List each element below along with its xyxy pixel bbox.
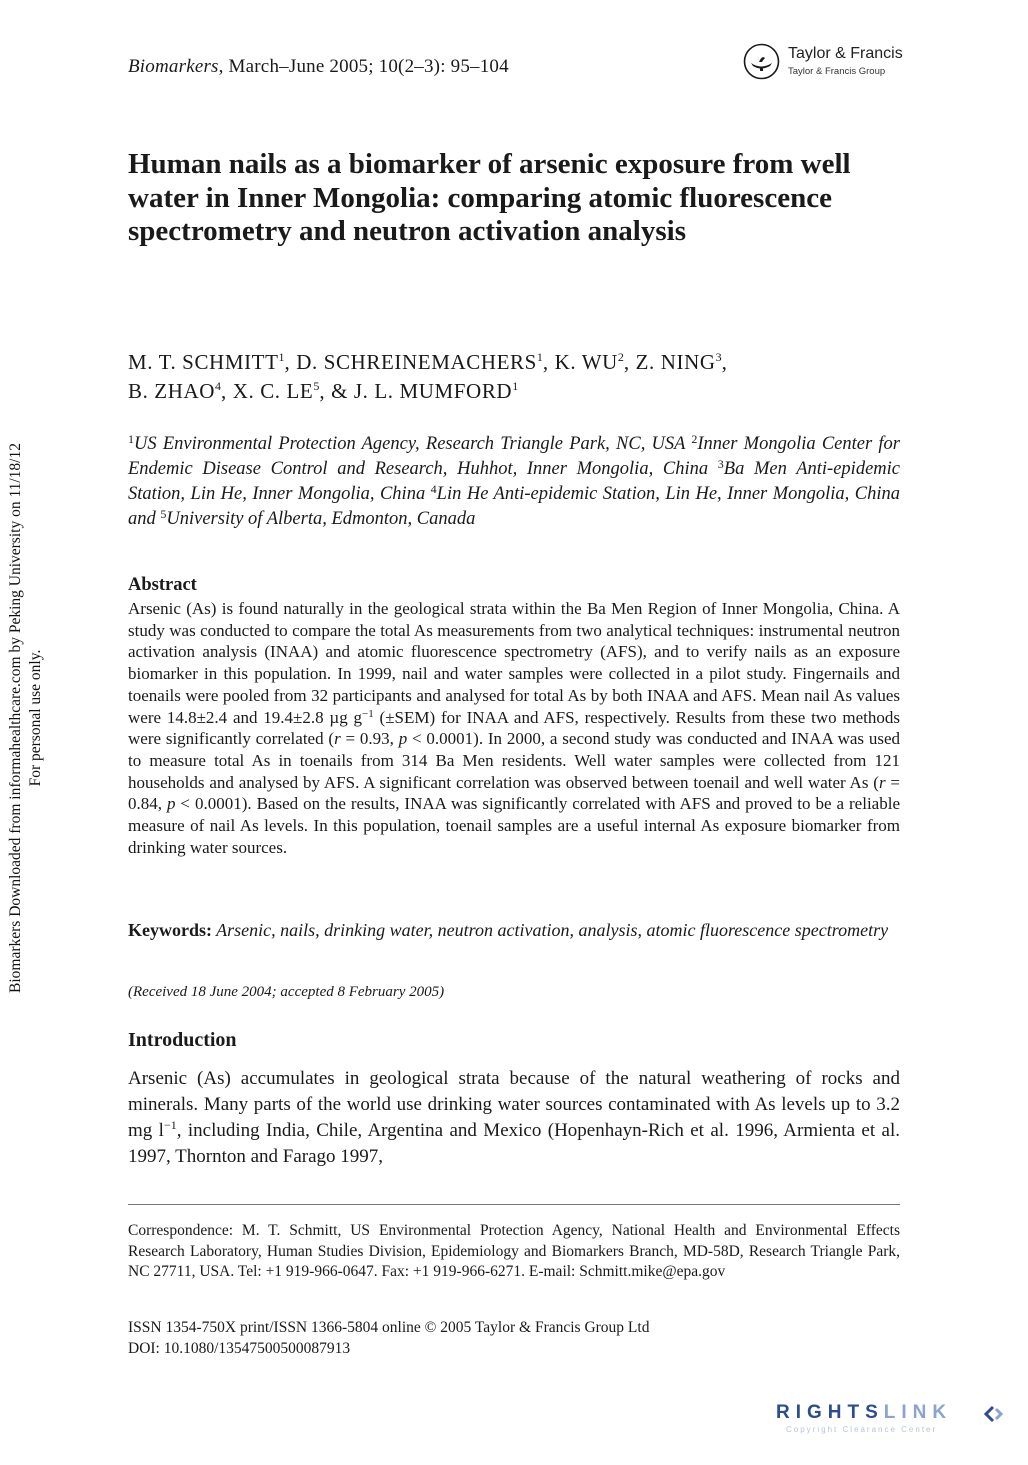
affiliation-mark: 3 xyxy=(717,457,724,471)
author: Z. NING xyxy=(635,350,716,374)
author: B. ZHAO xyxy=(128,379,216,403)
affiliation: Lin He Anti-epidemic Station, Lin He, Inner Mongolia, China and xyxy=(128,484,900,529)
author: M. T. SCHMITT xyxy=(128,350,279,374)
footnote-divider xyxy=(128,1204,900,1205)
author-list: M. T. SCHMITT$^1$, D. SCHREINEMACHERS$^1$, K. $WU^2$, Z. NING$^3$, B. ZHAO$^4$, X. C. $LE^5$, & J. L. MUMFORD$^1$ xyxy=(128,350,728,403)
download-notice xyxy=(6,408,46,1028)
affiliation: US Environmental Protection Agency, Research Triangle Park, NC, USA xyxy=(134,434,692,454)
download-notice-line: For personal use only. xyxy=(27,649,44,787)
author-affiliation-mark: 2 xyxy=(617,350,624,364)
affiliations xyxy=(128,432,900,532)
issn-line: ISSN 1354-750X print/ISSN 1366-5804 online © 2005 Taylor & Francis Group Ltd xyxy=(128,1319,650,1336)
publisher-lamp-icon xyxy=(743,43,780,80)
publisher-logo xyxy=(743,43,913,83)
author: & J. L. MUMFORD xyxy=(331,379,513,403)
received-dates: (Received 18 June 2004; accepted 8 February 2005) xyxy=(128,984,445,1000)
author: D. SCHREINEMACHERS xyxy=(296,350,537,374)
article-title: Human nails as a biomarker of arsenic exposure from well water in Inner Mongolia: comparing atomic fluorescence spectrometry and neutron activation analysis xyxy=(128,148,851,247)
introduction-text: Arsenic (As) accumulates in geological strata because of the natural weathering of rocks and minerals. Many parts of the world use drinking water sources contaminated with As levels up to 3.2 mg $l^{-1}$, including India, Chile, Argentina and Mexico (Hopenhayn-Rich et al. 1996, Armienta et al. 1997, Thornton and Farago 1997, xyxy=(128,1068,900,1167)
publisher-name: Taylor & Francis xyxy=(788,45,903,62)
abstract-text: Arsenic (As) is found naturally in the geological strata within the Ba Men Region of Inner Mongolia, China. A study was conducted to compare the total As measurements from two analytical techniques: instrumental neutron activation analysis (INAA) and atomic fluorescence spectrometry (AFS), and to verify nails as an exposure biomarker in this population. In 1999, nail and water samples were collected in a pilot study. Fingernails and toenails were pooled from 32 participants and analysed for total As by both INAA and AFS. Mean nail As values were 14.8±2.4 and 19.4±2.8 µg $g^{-1}$ (±SEM) for INAA and AFS, respectively. Results from these two methods were significantly correlated (r = 0.93, p < 0.0001). In 2000, a second study was conducted and INAA was used to measure total As in toenails from 314 Ba Men residents. Well water samples were collected from 121 households and analysed by AFS. A significant correlation was observed between toenail and well water As (r = 0.84, p < 0.0001). Based on the results, INAA was significantly correlated with AFS and proved to be a reliable measure of nail As levels. In this population, toenail samples are a useful internal As exposure biomarker from drinking water sources. xyxy=(128,599,901,857)
affiliation-mark: 1 xyxy=(128,432,134,446)
author: X. C. LE xyxy=(232,379,314,403)
publisher-group: Taylor & Francis Group xyxy=(788,66,886,77)
author-affiliation-mark: 3 xyxy=(715,350,722,364)
rightslink-subtitle: Copyright Clearance Center xyxy=(786,1425,938,1434)
affiliation: Inner Mongolia Center for Endemic Disease Control and Research, Huhhot, Inner Mongolia, China xyxy=(128,434,900,479)
correspondence-note: Correspondence: M. T. Schmitt, US Environmental Protection Agency, National Health and Environmental Effects Research Laboratory, Human Studies Division, Epidemiology and Biomarkers Branch, MD-58D, Research Triangle Park, NC 27711, USA. Tel: +1 919-966-0647. Fax: +1 919-966-6271. E-mail: Schmitt.mike@epa.gov xyxy=(128,1222,900,1280)
issn-doi-block xyxy=(128,1318,649,1359)
author: K. WU xyxy=(554,350,618,374)
rightslink-arrow-icon xyxy=(984,1405,1006,1423)
keywords-list: Arsenic, nails, drinking water, neutron activation, analysis, atomic fluorescence spectrometry xyxy=(212,920,889,940)
affiliation: Ba Men Anti-epidemic Station, Lin He, Inner Mongolia, China xyxy=(128,459,900,504)
rightslink-wordmark: RIGHTSLINK xyxy=(776,1402,953,1423)
keywords-label: Keywords: xyxy=(128,920,212,940)
doi-line: DOI: 10.1080/13547500500087913 xyxy=(128,1339,351,1357)
download-notice-line: Biomarkers Downloaded from informahealthcare.com by Peking University on 11/18/12 xyxy=(7,443,24,993)
affiliation-mark: 5 xyxy=(160,507,167,521)
affiliation: University of Alberta, Edmonton, Canada xyxy=(166,509,476,529)
author-affiliation-mark: 1 xyxy=(512,379,519,393)
section-heading-introduction: Introduction xyxy=(128,1029,237,1051)
author-affiliation-mark: 4 xyxy=(215,379,222,393)
author-affiliation-mark: 1 xyxy=(536,350,543,364)
author-affiliation-mark: 5 xyxy=(313,379,320,393)
author-affiliation-mark: 1 xyxy=(278,350,285,364)
journal-name: Biomarkers xyxy=(128,56,219,77)
affiliation-mark: 2 xyxy=(691,432,698,446)
affiliation-mark: 4 xyxy=(430,482,437,496)
rightslink-logo[interactable] xyxy=(776,1402,1016,1442)
keywords xyxy=(128,918,900,943)
journal-issue: , March–June 2005; 10(2–3): 95–104 xyxy=(218,56,509,77)
abstract-heading: Abstract xyxy=(128,575,197,595)
journal-citation xyxy=(128,56,509,78)
